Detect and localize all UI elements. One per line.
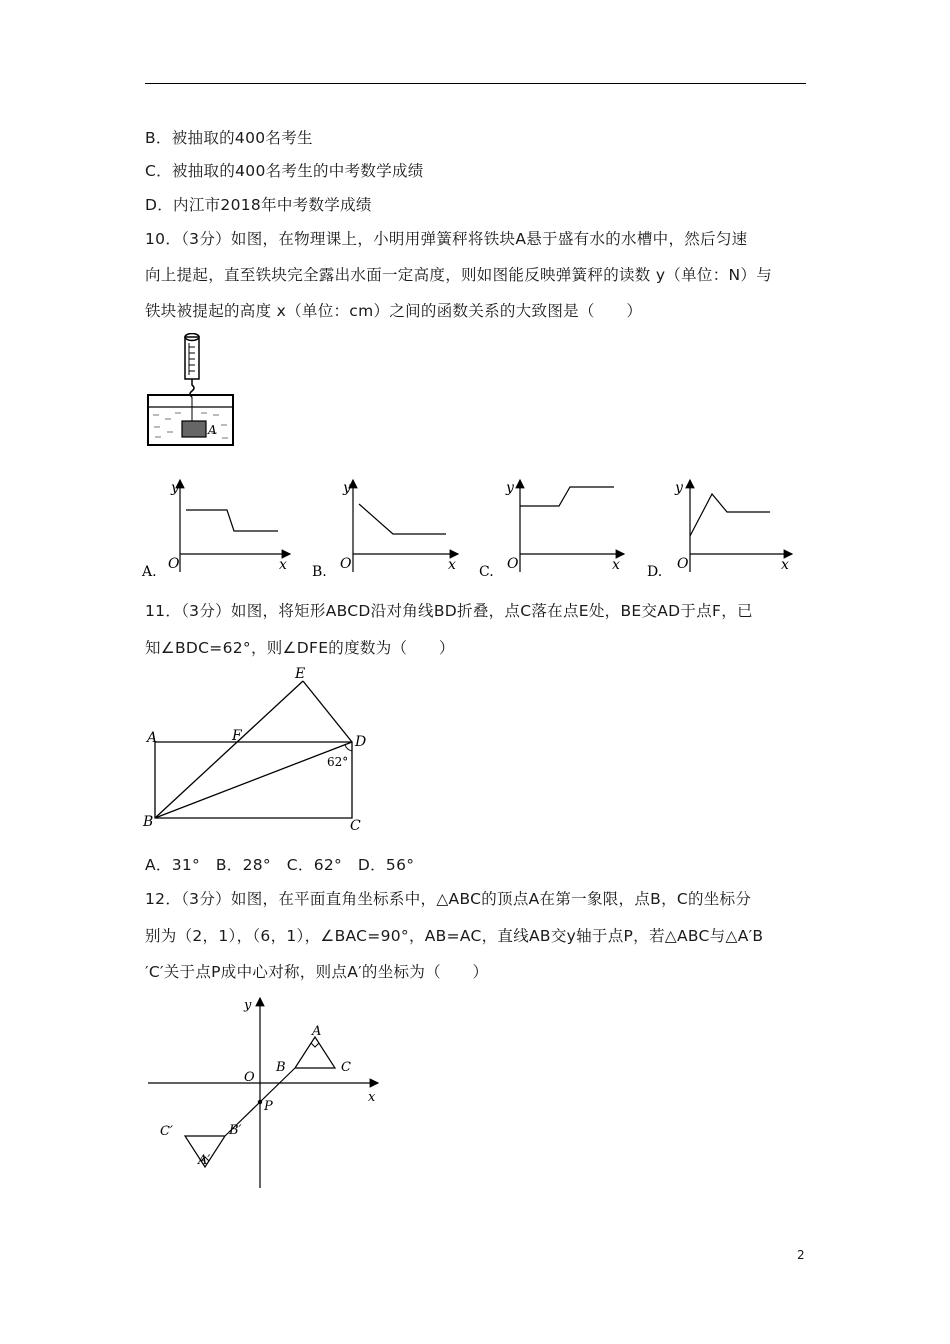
option-b: B．被抽取的400名考生 [145,129,313,147]
angle-arc [345,745,352,751]
svg-text:B′: B′ [229,1123,242,1138]
q11-rectangle-figure [140,665,375,840]
svg-text:A′: A′ [198,1153,211,1168]
svg-text:y: y [171,480,179,496]
choice-d-label: D. [647,564,663,580]
q11-options: A．31° B．28° C．62° D．56° [145,856,415,874]
q12-coordinate-figure [140,992,390,1192]
spring-scale-figure [145,333,240,448]
q10-line3: 铁块被提起的高度 x（单位：cm）之间的函数关系的大致图是（ ） [145,302,643,320]
point-p [258,1100,262,1104]
triangle-abc [295,1037,335,1068]
svg-text:C: C [341,1060,351,1075]
svg-text:y: y [244,998,252,1013]
svg-text:O: O [677,556,689,572]
q10-line1: 10．（3分）如图，在物理课上，小明用弹簧秤将铁块A悬于盛有水的水槽中，然后匀速 [145,230,748,248]
page-number: 2 [797,1248,805,1262]
svg-text:x: x [612,557,620,573]
svg-text:E: E [295,666,306,682]
graph-d [647,480,792,580]
svg-text:y: y [506,480,514,496]
svg-text:y: y [343,480,351,496]
choice-c-label: C. [479,564,494,580]
graph-c-curve [520,487,614,506]
graph-c [479,480,624,580]
svg-text:x: x [279,557,287,573]
q12-line3: ′C′关于点P成中心对称，则点A′的坐标为（ ） [145,963,489,981]
segment-ed [303,681,352,742]
graph-d-curve [690,494,770,536]
svg-text:F: F [232,728,242,744]
option-c: C．被抽取的400名考生的中考数学成绩 [145,162,424,180]
choice-b-label: B. [312,564,327,580]
segment-be [155,681,303,818]
svg-text:x: x [368,1090,376,1105]
svg-text:C: C [350,818,361,834]
svg-text:D: D [355,734,367,750]
iron-block [182,421,206,437]
graph-a-curve [186,510,278,531]
svg-text:y: y [675,480,683,496]
svg-text:C′: C′ [160,1124,173,1139]
q10-line2: 向上提起，直至铁块完全露出水面一定高度，则如图能反映弹簧秤的读数 y（单位：N）与 [145,266,772,284]
q11-line2: 知∠BDC=62°，则∠DFE的度数为（ ） [145,639,455,657]
choice-a-label: A. [142,564,157,580]
scale-body [185,337,199,379]
graph-b-curve [359,504,446,534]
svg-text:O: O [168,556,180,572]
graph-a [141,480,290,580]
option-d: D．内江市2018年中考数学成绩 [145,196,372,214]
svg-text:B: B [143,814,154,830]
block-label: A [208,423,217,437]
header-rule [145,83,806,84]
svg-text:x: x [448,557,456,573]
svg-text:A: A [312,1024,322,1039]
q11-line1: 11．（3分）如图，将矩形ABCD沿对角线BD折叠，点C落在点E处，BE交AD于点F，已 [145,602,753,620]
q12-line2: 别为（2，1），（6，1），∠BAC=90°，AB=AC，直线AB交y轴于点P，若△ABC与△A′B [145,927,764,945]
right-angle-a [311,1043,319,1047]
graph-b [312,480,458,580]
svg-text:O: O [507,556,519,572]
svg-text:A: A [147,730,158,746]
svg-text:62°: 62° [327,755,349,769]
diagonal-bd [155,742,352,818]
q10-graph-choices [140,472,820,582]
svg-text:B: B [276,1060,286,1075]
svg-text:O: O [244,1070,255,1085]
svg-text:P: P [264,1099,273,1114]
svg-text:O: O [340,556,352,572]
q12-line1: 12．（3分）如图，在平面直角坐标系中，△ABC的顶点A在第一象限，点B，C的坐标分 [145,890,752,908]
svg-text:x: x [781,557,789,573]
